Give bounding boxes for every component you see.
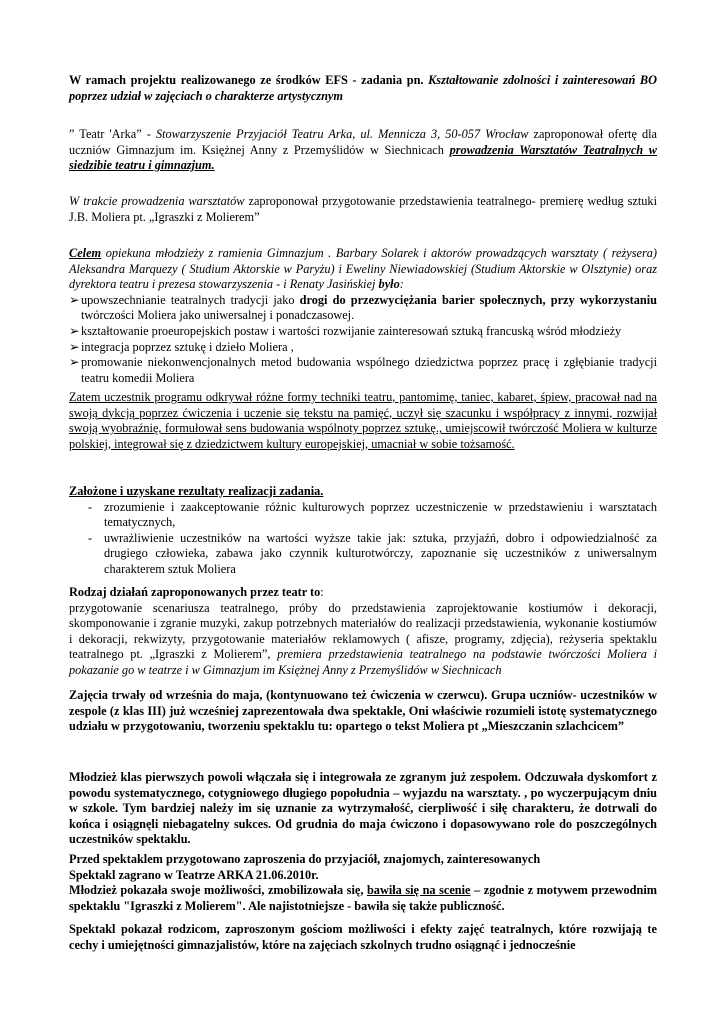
intro-bold: W ramach projektu realizowanego ze środków EFS - zadania pn. [69, 73, 429, 87]
result-item-1 [69, 500, 657, 531]
arrow-bullet-icon: ➢ [69, 355, 80, 370]
celem-label: Celem [69, 246, 102, 260]
celem-colon: : [399, 277, 404, 292]
actions-heading: Rodzaj działań zaproponowanych przez teatr to [69, 585, 321, 599]
actions-text: przygotowanie scenariusza teatralnego, próby do przedstawienia zaprojektowanie kostiumów i dekoracji, skomponowanie i zgranie muzyki, zakup potrzebnych materiałów do realizacji przedstawienia, wykonanie kostiumów i dekoracji, rekwizyty, przygotowanie materiałów reklamowych ( afisze, programy, zdjęcia), reżyseria spektaklu teatralnego pt. „Igraszki z Molierem”, [69, 600, 657, 662]
actions-colon: : [320, 585, 324, 599]
spektakl-line-1: Przed spektaklem przygotowano zaproszenia do przyjaciół, znajomych, zainteresowanych [69, 852, 541, 866]
trakcie-part2: zaproponował przygotowanie przedstawienia teatralnego- premierę według sztuki J.B. Moliera pt. „Igraszki z Molierem” [69, 194, 657, 224]
celem-bylo: było [378, 277, 400, 292]
final-paragraph [69, 922, 657, 953]
arka-paragraph [69, 127, 657, 174]
goal-item-3 [69, 340, 657, 356]
goal-3-text: integracja poprzez sztukę i dzieło Moliera , [81, 339, 294, 354]
uczestnik-text: Zatem uczestnik programu odkrywał różne formy techniki teatru, pantomimę, taniec, kabaret, śpiew, pracował nad na swoją dykcją poprzez ćwiczenia i uczenie się tekstu na pamięć, uczył się szacunku i współpracy z innymi, rozwijał swoją wyobraźnię, formułował sens budowania wspólnoty poprzez sztukę., umiejscowił twórczość Moliera w kulturze polskiej, integrował się z dziedzictwem kultury europejskiej, umacniał w sobie tożsamość. [69, 390, 657, 451]
goal-item-1 [69, 293, 657, 324]
result-2-text: uwrażliwienie uczestników na wartości wyższe takie jak: sztuka, przyjaźń, dobro i odpowiedzialność za drugiego człowieka, zabawa jako czynnik kulturotwórczy, zapoznanie się uczestników z uniwersalnym charakterem sztuk Moliera [104, 530, 657, 576]
arrow-bullet-icon: ➢ [69, 323, 80, 338]
spektakl-line-3b: – zgodnie z motywem przewodnim spektaklu "Igraszki z Molierem". Ale najistotniejsze - bawiła się także publiczność. [69, 883, 658, 913]
celem-section [69, 246, 657, 386]
intro-italic: Kształtowanie zdolności i zainteresowań BO poprzez udział w zajęciach o charakterze artystycznym [69, 73, 657, 103]
spektakl-line-2: Spektakl zagrano w Teatrze ARKA 21.06.2010r. [69, 867, 319, 882]
goal-4-text: promowanie niekonwencjonalnych metod budowania wspólnego dziedzictwa poprzez pracę i zgłębianie tradycji teatru komedii Moliera [81, 355, 657, 385]
final-text: Spektakl pokazał rodzicom, zaproszonym gościom możliwości i efekty zajęć teatralnych, które rozwijają te cechy i umiejętności gimnazjalistów, które na zajęciach szkolnych trudno osiągnąć i jednocześnie [69, 922, 657, 952]
goal-item-2 [69, 324, 657, 340]
results-section [69, 484, 657, 578]
trakcie-paragraph [69, 194, 657, 225]
dash-bullet: - [88, 499, 93, 514]
result-1-text: zrozumienie i zaakceptowanie różnic kulturowych poprzez uczestniczenie w przedstawieniu i warsztatach tematycznych, [104, 499, 657, 530]
actions-section [69, 585, 657, 679]
arka-part3: zaproponował ofertę dla uczniów Gimnazjum im. Księżnej Anny z Przemyślidów w Siechnicach [69, 127, 658, 157]
mlodziez-text: Młodzież klas pierwszych powoli włączała się i integrowała ze zgranym już zespołem. Odczuwała dyskomfort z powodu systematycznego, cotygniowego długiego popołudnia – wyjazdu na warsztaty. , po wyczerpującym dniu w szkole. Tym bardziej należy im się uznanie za wytrzymałość, cierpliwość i siłę charakteru, że dotrwali do końca i osiągnęli niebagatelny sukces. Od grudnia do maja ćwiczono i dopasowywano role do poszczególnych uczestników spektaklu. [69, 770, 657, 847]
arka-address: Stowarzyszenie Przyjaciół Teatru Arka, ul. Mennicza 3, 50-057 Wrocław [155, 127, 529, 141]
result-item-2 [69, 531, 657, 578]
arka-part1: ” Teatr 'Arka” - [69, 127, 156, 141]
intro-paragraph [69, 73, 657, 104]
dash-bullet: - [88, 530, 93, 545]
spektakl-paragraph [69, 852, 657, 914]
zajecia-text: Zajęcia trwały od września do maja, (kontynuowano też ćwiczenia w czerwcu). Grupa uczniów- uczestników w zespole (z klas III) już wcześniej zaprezentowała dwa spektakle, Oni właściwie rozumieli istotę systematycznego udziału w przygotowaniu, tworzeniu spektaklu tu: opartego o tekst Moliera pt „Mieszczanin szlachcicem” [69, 688, 657, 734]
mlodziez-paragraph [69, 770, 657, 848]
goal-1-text-c: twórczości Moliera jako uniwersalnej i ponadczasowej. [81, 308, 355, 323]
actions-italic: premiera przedstawienia teatralnego na podstawie twórczości Moliera i pokazanie go w teatrze i w Gimnazjum im Księżnej Anny z Przemyślidów w Siechnicach [69, 647, 657, 677]
goal-item-4 [69, 355, 657, 386]
arrow-bullet-icon: ➢ [69, 339, 80, 354]
results-heading: Założone i uzyskane rezultaty realizacji zadania. [69, 484, 324, 498]
goal-1-text-a: upowszechnianie teatralnych tradycji jako [81, 292, 300, 307]
spektakl-line-3-underline: bawiła się na scenie [366, 883, 471, 898]
celem-part1: opiekuna młodzieży z ramienia Gimnazjum . Barbary Solarek i aktorów prowadzących warsztaty ( reżysera) Aleksandra Marquezy ( Studium Aktorskie w Paryżu) i Eweliny Niewiadowskiej (Studium Aktorskie w Olsztynie) oraz dyrektora teatru i prezesa stowarzyszenia - i Renaty Jasińskiej [69, 246, 657, 292]
arrow-bullet-icon: ➢ [69, 292, 80, 307]
zajecia-paragraph [69, 688, 657, 735]
arka-workshops: prowadzenia Warsztatów Teatralnych w siedzibie teatru i gimnazjum. [69, 142, 658, 173]
uczestnik-paragraph [69, 390, 657, 452]
trakcie-part1: W trakcie prowadzenia warsztatów [69, 194, 249, 208]
results-list [69, 500, 657, 578]
goal-1-text-b: drogi do przezwyciężania barier społecznych, przy wykorzystaniu [299, 292, 657, 307]
spektakl-line-3a: Młodzież pokazała swoje możliwości, zmobilizowała się, [69, 883, 367, 898]
goal-2-text: kształtowanie proeuropejskich postaw i wartości rozwijanie zainteresowań sztuką francuską wśród młodzieży [81, 323, 622, 338]
